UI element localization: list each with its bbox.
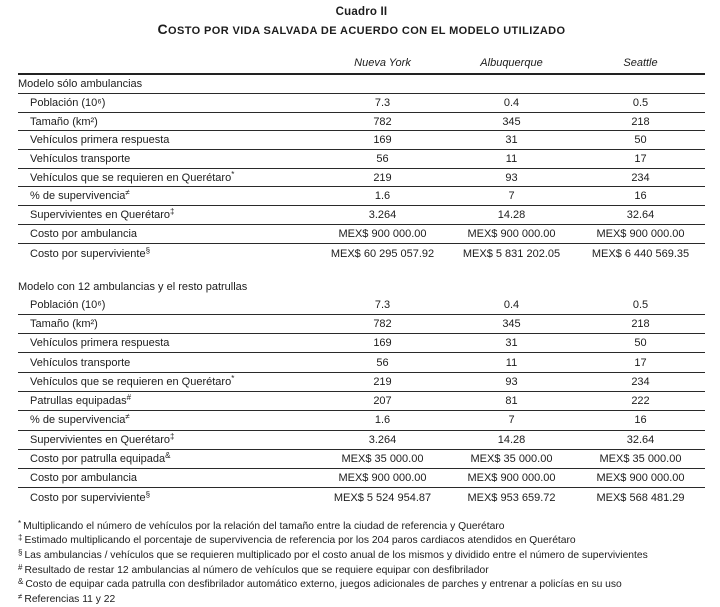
row-label [18, 414, 318, 426]
footnote-marker: § [145, 489, 151, 499]
cell-value: 14.28 [497, 433, 526, 446]
row-label-text: Patrullas equipadas [30, 395, 127, 408]
cell-value: 81 [505, 395, 518, 408]
footnote-line [18, 549, 705, 564]
cell-value: 345 [502, 115, 521, 128]
cell-value: 56 [376, 356, 389, 369]
row-label [18, 116, 318, 128]
cell-value: MEX$ 5 831 202.05 [462, 248, 561, 260]
row-label-text: % de supervivencia [30, 190, 126, 203]
cell-value: 0.4 [503, 96, 520, 109]
row-label [18, 318, 318, 330]
cell-value: 3.264 [368, 208, 397, 221]
cell-value: 56 [376, 152, 389, 165]
row-label [18, 134, 318, 146]
table-row [18, 131, 705, 150]
cell-value: 7.3 [374, 298, 391, 311]
row-label [18, 97, 318, 109]
row-label-text: Costo por ambulancia [30, 472, 138, 485]
cell-value: MEX$ 900 000.00 [596, 472, 685, 485]
row-label [18, 472, 318, 484]
cell-value: 7.3 [374, 96, 391, 109]
cell-value: MEX$ 900 000.00 [596, 227, 685, 240]
cell-value: 32.64 [626, 208, 655, 221]
footnote-line [18, 593, 705, 607]
table-row [18, 244, 705, 265]
column-header-row [18, 57, 705, 75]
table-row [18, 469, 705, 488]
footnote-marker: * [18, 518, 22, 528]
model-section [18, 75, 705, 265]
cell-value: 219 [373, 171, 392, 184]
cell-value: MEX$ 900 000.00 [467, 227, 556, 240]
row-label [18, 153, 318, 165]
row-label-text: Supervivientes en Querétaro [30, 433, 171, 446]
footnote-marker: ‡ [170, 431, 175, 441]
row-label-text: Vehículos primera respuesta [30, 337, 170, 350]
footnote-text: Las ambulancias / vehículos que se requieren multiplicado por el costo anual de los mismos y dividido entre el número de supervivientes [24, 549, 648, 561]
table-row [18, 315, 705, 334]
row-label-text: Tamaño (km²) [30, 115, 98, 128]
cell-value: MEX$ 35 000.00 [599, 453, 682, 466]
footnote-line [18, 578, 705, 593]
cell-value: MEX$ 35 000.00 [341, 453, 424, 466]
table-row [18, 94, 705, 113]
column-header-seattle: Seattle [623, 57, 658, 69]
footnote-line [18, 564, 705, 579]
cell-value: 32.64 [626, 433, 655, 446]
row-label [18, 299, 318, 311]
table-row [18, 206, 705, 225]
row-label [18, 228, 318, 240]
row-label-text: Vehículos que se requieren en Querétaro [30, 171, 232, 184]
row-label [18, 395, 318, 407]
footnote-marker: * [231, 373, 235, 383]
cell-value: 0.5 [632, 298, 649, 311]
footnote-marker: § [18, 547, 23, 557]
row-label-text: Supervivientes en Querétaro [30, 208, 171, 221]
table-row [18, 334, 705, 353]
cell-value: 234 [631, 171, 650, 184]
cell-value: MEX$ 900 000.00 [338, 472, 427, 485]
row-label-text: Vehículos que se requieren en Querétaro [30, 375, 232, 388]
cell-value: 782 [373, 317, 392, 330]
table-number: Cuadro II [335, 6, 388, 18]
table-row [18, 373, 705, 392]
footnote-marker: * [231, 169, 235, 179]
cell-value: 14.28 [497, 208, 526, 221]
cell-value: MEX$ 900 000.00 [338, 227, 427, 240]
row-label-text: Costo por ambulancia [30, 227, 138, 240]
footnote-marker: # [18, 562, 23, 572]
row-label [18, 357, 318, 369]
footnote-text: Referencias 11 y 22 [24, 593, 116, 605]
row-label [18, 373, 318, 388]
row-label-text: Vehículos primera respuesta [30, 134, 170, 147]
cell-value: 16 [634, 190, 647, 203]
row-label-text: Costo por superviviente [30, 248, 146, 260]
row-label-text: Población (10⁶) [30, 298, 106, 311]
footnote-marker: # [126, 393, 132, 403]
footnote-text: Multiplicando el número de vehículos por la relación del tamaño entre la ciudad de referencia y Querétaro [23, 520, 505, 532]
row-label [18, 489, 318, 504]
footnote-marker: ‡ [18, 533, 23, 543]
row-label-text: % de supervivencia [30, 414, 126, 427]
cell-value: MEX$ 5 524 954.87 [333, 491, 432, 504]
table-row [18, 150, 705, 169]
footnote-marker: § [145, 246, 151, 255]
cell-value: 169 [373, 134, 392, 147]
footnote-text: Estimado multiplicando el porcentaje de supervivencia de referencia por los 204 paros cardiacos atendidos en Querétaro [24, 535, 576, 547]
footnote-text: Costo de equipar cada patrulla con desfibrilador automático externo, juegos adicionales de parches y entrenar a policías en su uso [25, 579, 622, 591]
cell-value: 218 [631, 317, 650, 330]
row-label [18, 169, 318, 184]
footnote-marker: & [18, 577, 24, 587]
row-label [18, 248, 318, 260]
cell-value: 31 [505, 134, 518, 147]
cell-value: MEX$ 568 481.29 [596, 491, 685, 504]
row-label-text: Vehículos transporte [30, 152, 131, 165]
cell-value: 169 [373, 337, 392, 350]
cell-value: 11 [505, 356, 518, 369]
row-label-text: Tamaño (km²) [30, 317, 98, 330]
row-label-text: Costo por superviviente [30, 491, 146, 504]
cell-value: 1.6 [374, 190, 391, 203]
cell-value: 782 [373, 115, 392, 128]
cell-value: MEX$ 6 440 569.35 [591, 248, 690, 260]
footnote-marker: ≠ [18, 591, 23, 601]
cell-value: 207 [373, 395, 392, 408]
cell-value: 219 [373, 375, 392, 388]
table-row [18, 225, 705, 244]
table-row [18, 113, 705, 132]
row-label [18, 431, 318, 446]
table-body [18, 75, 705, 507]
cell-value: 11 [505, 152, 518, 165]
footnote-line [18, 520, 705, 535]
cell-value: 222 [631, 395, 650, 408]
cell-value: MEX$ 60 295 057.92 [330, 248, 435, 260]
cell-value: 218 [631, 115, 650, 128]
table-row [18, 392, 705, 411]
cell-value: MEX$ 35 000.00 [470, 453, 553, 466]
cell-value: 31 [505, 337, 518, 350]
table-row [18, 411, 705, 430]
footnote-marker: ‡ [170, 206, 175, 216]
table-title: COSTO POR VIDA SALVADA DE ACUERDO CON EL MODELO UTILIZADO [157, 21, 566, 37]
section-header: Modelo con 12 ambulancias y el resto patrullas [18, 280, 248, 293]
cell-value: 93 [505, 171, 518, 184]
row-label [18, 453, 318, 465]
cell-value: 93 [505, 375, 518, 388]
footnotes [18, 520, 705, 607]
table-row [18, 431, 705, 450]
cell-value: MEX$ 953 659.72 [467, 491, 556, 504]
table-row [18, 187, 705, 206]
section-header: Modelo sólo ambulancias [18, 75, 705, 94]
row-label [18, 206, 318, 221]
cell-value: 17 [634, 356, 647, 369]
model-section [18, 278, 705, 507]
footnote-marker: ≠ [125, 412, 130, 422]
table-row [18, 169, 705, 188]
column-header-nueva-york: Nueva York [354, 57, 411, 69]
row-label-text: Vehículos transporte [30, 356, 131, 369]
cell-value: 17 [634, 152, 647, 165]
footnote-marker: ≠ [125, 188, 130, 198]
cell-value: 234 [631, 375, 650, 388]
row-label-text: Población (10⁶) [30, 96, 106, 109]
footnote-marker: & [165, 451, 171, 461]
cell-value: 0.4 [503, 298, 520, 311]
table-row [18, 296, 705, 315]
row-label-text: Costo por patrulla equipada [30, 453, 166, 466]
cell-value: 16 [634, 414, 647, 427]
cell-value: 345 [502, 317, 521, 330]
cell-value: 3.264 [368, 433, 397, 446]
footnote-line [18, 534, 705, 549]
column-header-albuquerque: Albuquerque [480, 57, 543, 69]
footnote-text: Resultado de restar 12 ambulancias al número de vehículos que se requiere equipar con desfibrilador [24, 564, 489, 576]
cell-value: 1.6 [374, 414, 391, 427]
row-label [18, 337, 318, 349]
cell-value: MEX$ 900 000.00 [467, 472, 556, 485]
cell-value: 7 [508, 190, 515, 203]
row-label [18, 190, 318, 202]
cell-value: 50 [634, 337, 647, 350]
cell-value: 0.5 [632, 96, 649, 109]
table-row [18, 450, 705, 469]
cell-value: 7 [508, 414, 515, 427]
table-row [18, 488, 705, 506]
table-row [18, 353, 705, 372]
cell-value: 50 [634, 134, 647, 147]
